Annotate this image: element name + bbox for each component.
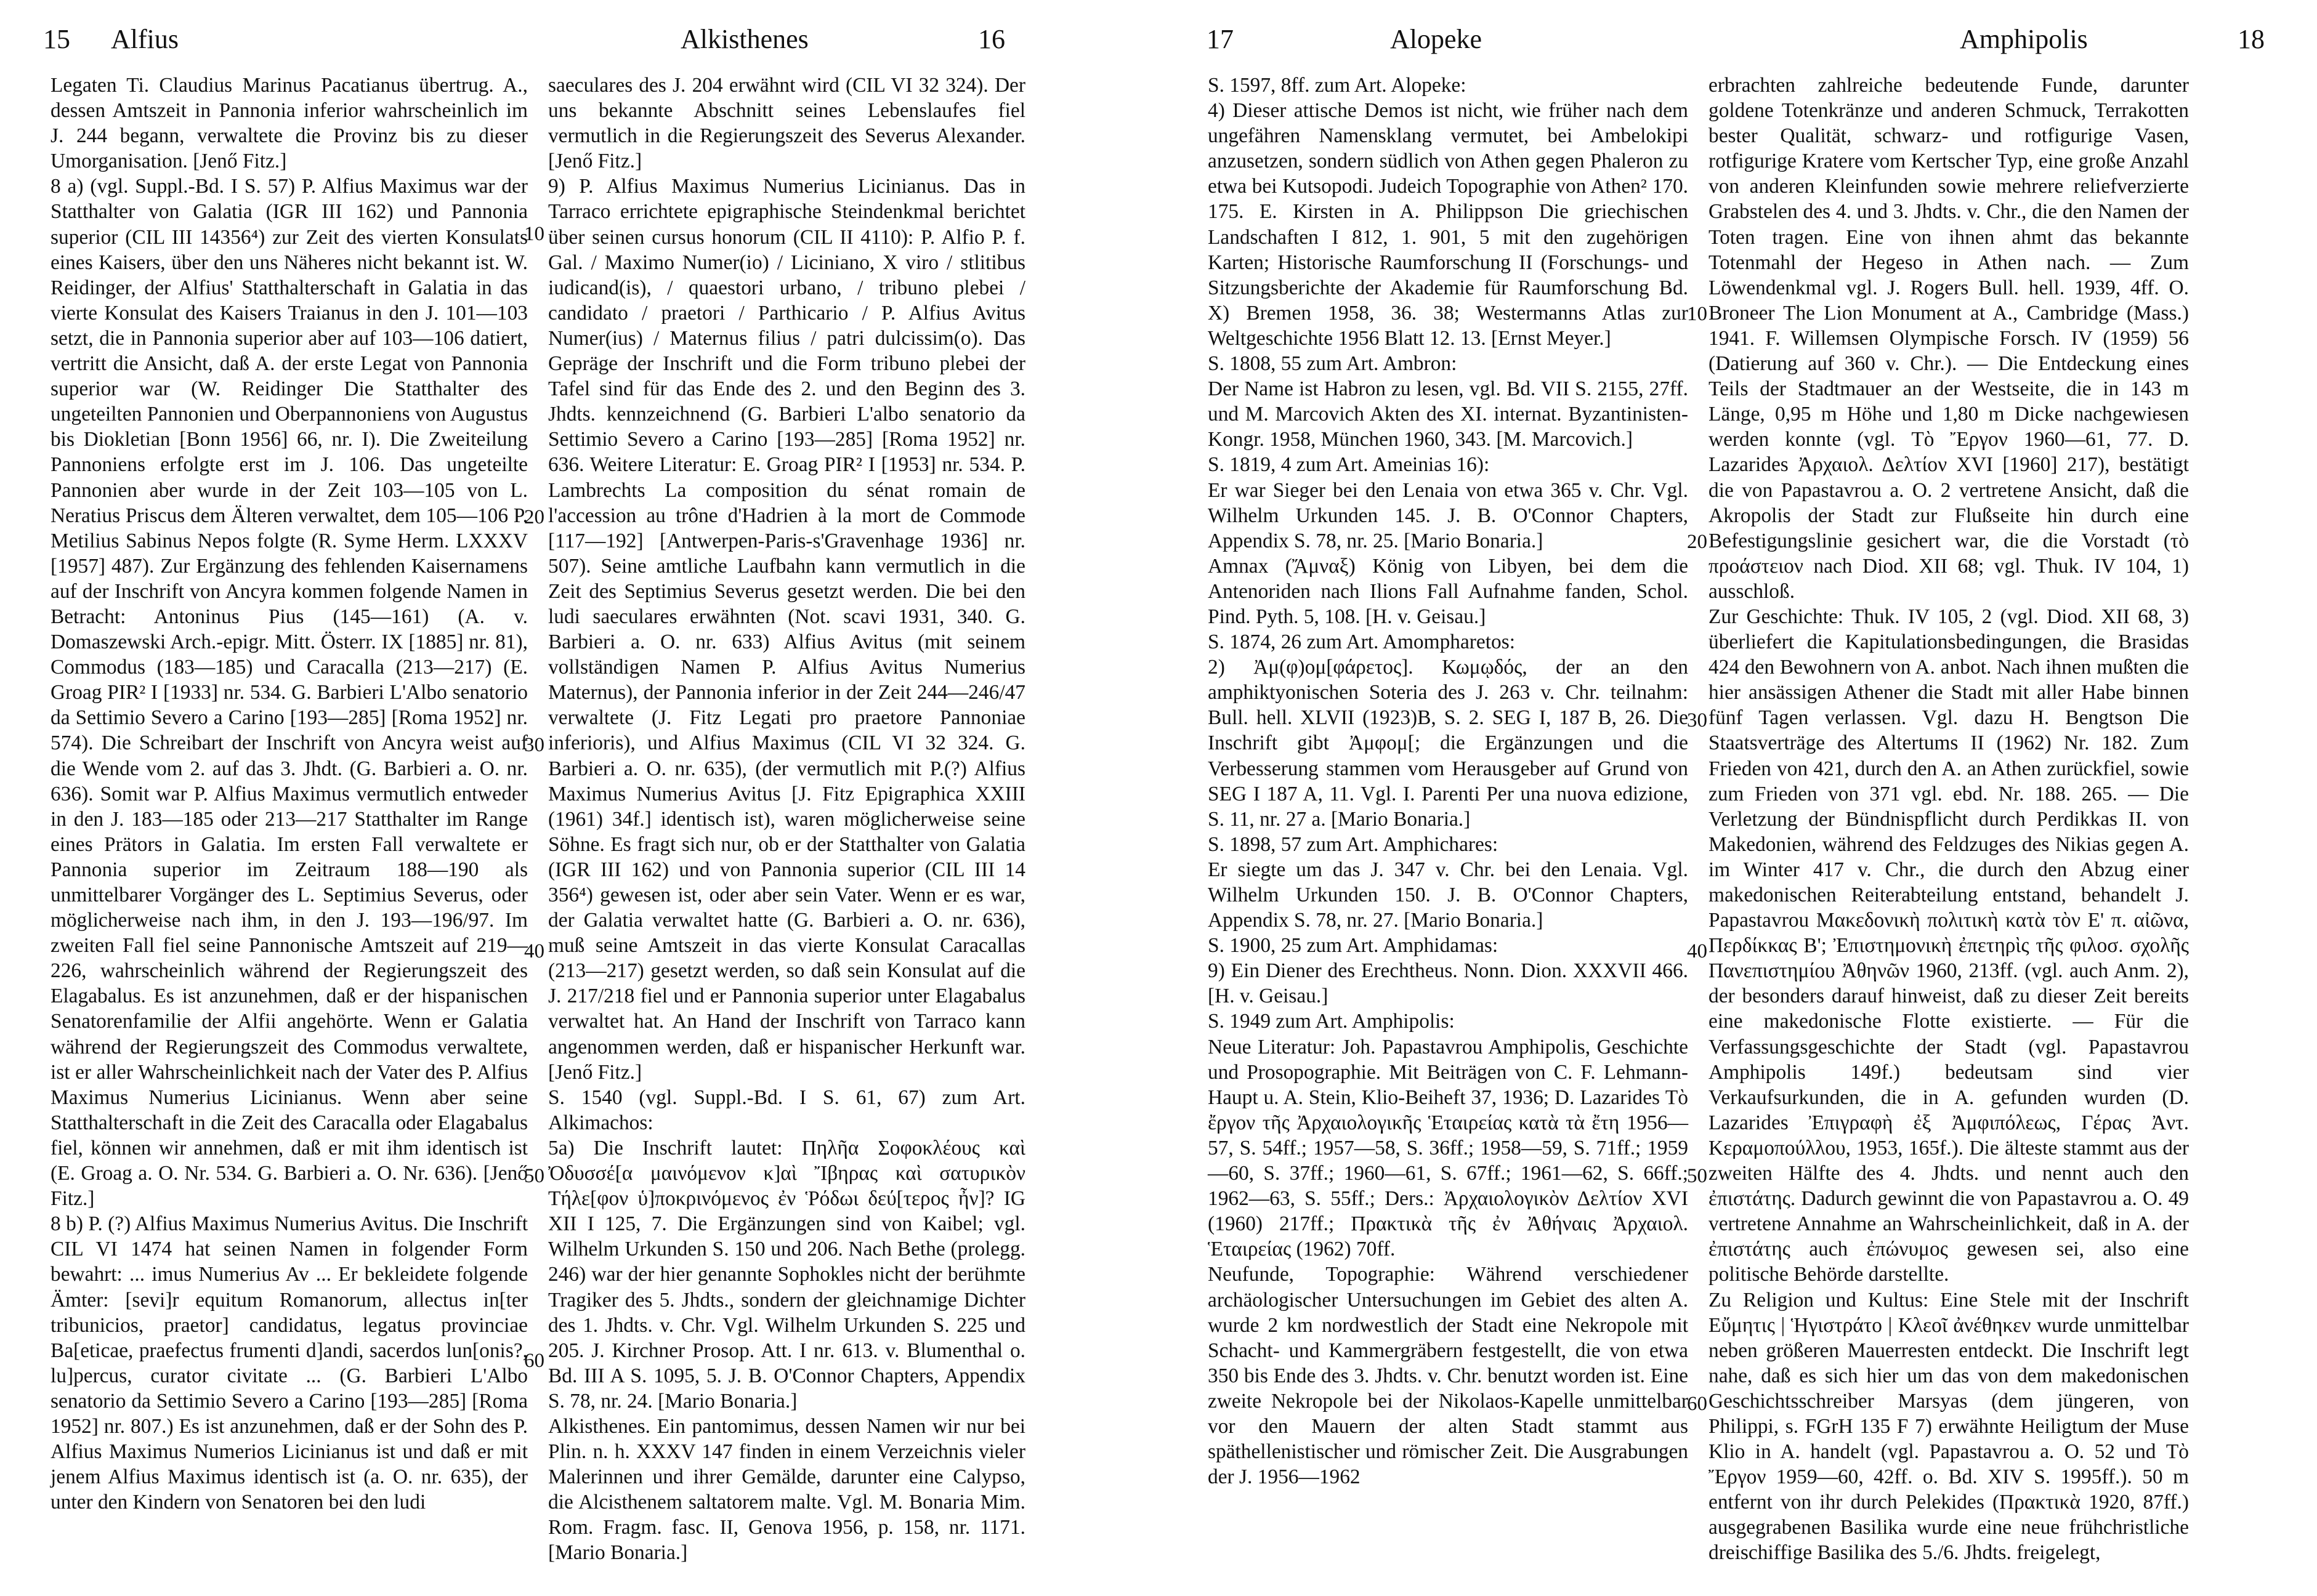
page-number: 17	[1207, 24, 1234, 54]
paragraph: Legaten Ti. Claudius Marinus Pacatianus übertrug. A., dessen Amtszeit in Pannonia inferior wahrscheinlich im J. 244 begann, verwaltete die Provinz bis zu dieser Umorganisation. [Jenő Fitz.]	[51, 74, 528, 173]
section-head: S. 1540 (vgl. Suppl.-Bd. I S. 61, 67) zum Art. Alkimachos:	[548, 1086, 1025, 1134]
paragraph: 2) Ἀμ(φ)ομ[φάρετος]. Κωμῳδός, der an den amphiktyonischen Soteria des J. 263 v. Chr. teilnahm: Bull. hell. XLVII (1923)B, S. 2. SEG I, 187 B, 26. Die Inschrift gibt Ἀμφομ[; die Ergänzungen und die Verbesserung stammen vom Herausgeber auf Grund von SEG I 187 A, 11. Vgl. I. Parenti Per una nuova edizione, S. 11, nr. 27 a. [Mario Bonaria.]	[1208, 656, 1688, 831]
line-number: 10	[1687, 303, 1707, 325]
paragraph: Zu Religion und Kultus: Eine Stele mit der Inschrift Εὔμητις | Ἡγιστράτο | Κλεοῖ ἀνέθηκεν wurde unmittelbar neben größeren Mauerresten entdeckt. Die Inschrift legt nahe, daß es sich hier um das von dem makedonischen Geschichtsschreiber Marsyas (dem jüngeren, von Philippi, s. FGrH 135 F 7) erwähnte Heiligtum der Muse Klio in A. handelt (vgl. Papastavrou a. O. 52 und Τὸ Ἔργον 1959—60, 42ff. o. Bd. XIV S. 1995ff.). 50 m entfernt von ihr durch Pelekides (Πρακτικὰ 1920, 87ff.) ausgegrabenen Basilika wurde eine neue frühchristliche dreischiffige Basilika des 5./6. Jhdts. freigelegt,	[1708, 1288, 2189, 1565]
paragraph: 8 b) P. (?) Alfius Maximus Numerius Avitus. Die Inschrift CIL VI 1474 hat seinen Namen in folgender Form bewahrt: ... imus Numerius Av ... Er bekleidete folgende Ämter: [sevi]r equitum Romanorum, allectus in[ter tribunicios, praetor] candidatus, legatus provinciae Ba[eticae, praefectus frumenti d]andi, sacerdos lun[onis?, lu]percus, curator civitate ... (G. Barbieri L'Albo senatorio da Settimio Severo a Carino [193—285] [Roma 1952] nr. 807.) Es ist anzunehmen, daß er der Sohn des P. Alfius Maximus Numerios Licinianus ist und daß er mit jenem Alfius Maximus identisch ist (a. O. nr. 635), der unter den Kindern von Senatoren bei den ludi	[51, 1212, 528, 1514]
line-number: 50	[1687, 1165, 1707, 1187]
page-number: 15	[43, 24, 70, 54]
section-head: S. 1597, 8ff. zum Art. Alopeke:	[1208, 74, 1466, 97]
paragraph: Er war Sieger bei den Lenaia von etwa 365 v. Chr. Vgl. Wilhelm Urkunden 145. J. B. O'Connor Chapters, Appendix S. 78, nr. 25. [Mario Bonaria.]	[1208, 478, 1688, 552]
line-number: 40	[1687, 940, 1707, 962]
line-number: 10	[524, 223, 544, 245]
running-head: Amphipolis	[1960, 24, 2088, 54]
text-column	[1708, 73, 2189, 1566]
line-number: 60	[524, 1350, 544, 1372]
text-column	[51, 73, 528, 1515]
running-head: Alopeke	[1390, 24, 1482, 54]
section-head: S. 1900, 25 zum Art. Amphidamas:	[1208, 934, 1498, 957]
running-head: Alfius	[111, 24, 179, 54]
line-number: 20	[524, 506, 544, 528]
running-head: Alkisthenes	[681, 24, 809, 54]
paragraph: 5a) Die Inschrift lautet: Πηλῆα Σοφοκλέους καὶ Ὀδυσσέ[α μαινόμενον κ]αὶ Ἴβηρας καὶ σατυρικὸν Τήλε[φον ὑ]ποκρινόμενος ἐν Ῥόδωι δεύ[τερος ἦν]? IG XII I 125, 7. Die Ergänzungen sind von Kaibel; vgl. Wilhelm Urkunden S. 150 und 206. Nach Bethe (prolegg. 246) war der hier genannte Sophokles nicht der berühmte Tragiker des 5. Jhdts., sondern der gleichnamige Dichter des 1. Jhdts. v. Chr. Vgl. Wilhelm Urkunden S. 225 und 205. J. Kirchner Prosop. Att. I nr. 613. v. Blumenthal o. Bd. III A S. 1095, 5. J. B. O'Connor Chapters, Appendix S. 78, nr. 24. [Mario Bonaria.]	[548, 1136, 1025, 1413]
line-number: 30	[1687, 709, 1707, 732]
line-number: 60	[1687, 1393, 1707, 1415]
line-number: 40	[524, 940, 544, 962]
paragraph: Der Name ist Habron zu lesen, vgl. Bd. VII S. 2155, 27ff. und M. Marcovich Akten des XI. internat. Byzantinisten-Kongr. 1958, München 1960, 343. [M. Marcovich.]	[1208, 377, 1688, 451]
right-page	[1158, 0, 2317, 1596]
section-head: S. 1819, 4 zum Art. Ameinias 16):	[1208, 453, 1490, 477]
section-head: S. 1949 zum Art. Amphipolis:	[1208, 1010, 1455, 1033]
line-number: 30	[524, 734, 544, 756]
text-column	[1208, 73, 1688, 1489]
paragraph: Zur Geschichte: Thuk. IV 105, 2 (vgl. Diod. XII 68, 3) überliefert die Kapitulationsbedingungen, die Brasidas 424 den Bewohnern von A. anbot. Nach ihnen mußten die hier ansässigen Athener die Stadt mit aller Habe binnen fünf Tagen verlassen. Vgl. dazu H. Bengtson Die Staatsverträge des Altertums II (1962) Nr. 182. Zum Frieden von 421, durch den A. an Athen zurückfiel, sowie zum Frieden von 371 vgl. ebd. Nr. 188. 265. — Die Verletzung der Bündnispflicht durch Perdikkas II. von Makedonien, während des Feldzuges des Nikias gegen A. im Winter 417 v. Chr., die durch den Abzug einer makedonischen Reiterabteilung entstand, behandelt J. Papastavrou Μακεδονικὴ πολιτικὴ κατὰ τὸν Ε' π. αἰῶνα, Περδίκκας Β'; Ἐπιστημονικὴ ἐπετηρὶς τῆς φιλοσ. σχολῆς Πανεπιστημίου Ἀθηνῶν 1960, 213ff. (vgl. auch Anm. 2), der besonders darauf hinweist, daß zu dieser Zeit bereits eine makedonische Flotte existierte. — Für die Verfassungsgeschichte der Stadt (vgl. Papastavrou Amphipolis 149f.) bedeutsam sind vier Verkaufsurkunden, die in A. gefunden wurden (D. Lazarides Ἐπιγραφὴ ἐξ Ἀμφιπόλεως, Γέρας Ἀντ. Κεραμοπούλλου, 1953, 165f.). Die älteste stammt aus der zweiten Hälfte des 4. Jhdts. und nennt auch den ἐπιστάτης. Dadurch gewinnt die von Papastavrou a. O. 49 vertretene Annahme an Wahrscheinlichkeit, daß in A. der ἐπιστάτης auch ἐπώνυμος gewesen sei, also eine politische Behörde darstellte.	[1708, 605, 2189, 1286]
left-page	[0, 0, 1158, 1596]
paragraph: 9) P. Alfius Maximus Numerius Licinianus. Das in Tarraco errichtete epigraphische Steindenkmal berichtet über seinen cursus honorum (CIL II 4110): P. Alfio P. f. Gal. / Maximo Numer(io) / Liciniano, X viro / stlitibus iudicand(is), / quaestori urbano, / tribuno plebei / candidato / praetori / Parthicario / P. Alfius Avitus Numer(ius) / Maternus filius / patri dulcissim(o). Das Gepräge der Inschrift und die Form tribuno plebei der Tafel sind für das Ende des 2. und den Beginn des 3. Jhdts. kennzeichnend (G. Barbieri L'albo senatorio da Settimio Severo a Carino [193—285] [Roma 1952] nr. 636. Weitere Literatur: E. Groag PIR² I [1953] nr. 534. P. Lambrechts La composition du sénat romain de l'accession au trône d'Hadrien à la mort de Commode [117—192] [Antwerpen-Paris-s'Gravenhage 1936] nr. 507). Seine amtliche Laufbahn kann vermutlich in die Zeit des Septimius Severus gesetzt werden. Die bei den ludi saeculares erwähnten (Not. scavi 1931, 340. G. Barbieri a. O. nr. 633) Alfius Avitus (mit seinem vollständigen Namen P. Alfius Avitus Numerius Maternus), der Pannonia inferior in der Zeit 244—246/47 verwaltete (J. Fitz Legati pro praetore Pannoniae inferioris), und Alfius Maximus (CIL VI 32 324. G. Barbieri a. O. nr. 635), (der vermutlich mit P.(?) Alfius Maximus Numerius Avitus [J. Fitz Epigraphica XXIII (1961) 34f.] identisch ist), waren möglicherweise seine Söhne. Es fragt sich nur, ob er der Statthalter von Galatia (IGR III 162) und von Pannonia superior (CIL III 14 356⁴) gewesen ist, oder aber sein Vater. Wenn er es war, der Galatia verwaltet hatte (G. Barbieri a. O. nr. 636), muß seine Amtszeit in das vierte Konsulat Caracallas (213—217) gesetzt werden, so daß sein Konsulat auf die J. 217/218 fiel und er Pannonia superior unter Elagabalus verwaltet hat. An Hand der Inschrift von Tarraco kann angenommen werden, daß er hispanischer Herkunft war. [Jenő Fitz.]	[548, 175, 1025, 1084]
text-column	[548, 73, 1025, 1566]
page-number: 16	[978, 24, 1005, 54]
paragraph: Neue Literatur: Joh. Papastavrou Amphipolis, Geschichte und Prosopographie. Mit Beiträgen von C. F. Lehmann-Haupt u. A. Stein, Klio-Beiheft 37, 1936; D. Lazarides Τὸ ἔργον τῆς Ἀρχαιολογικῆς Ἑταιρείας κατὰ τὰ ἔτη 1956—57, S. 54ff.; 1957—58, S. 36ff.; 1958—59, S. 71ff.; 1959—60, S. 37ff.; 1960—61, S. 67ff.; 1961—62, S. 66ff.; 1962—63, S. 55ff.; Ders.: Ἀρχαιολογικὸν Δελτίον XVI (1960) 217ff.; Πρακτικὰ τῆς ἐν Ἀθήναις Ἀρχαιολ. Ἑταιρείας (1962) 70ff.	[1208, 1035, 1688, 1261]
paragraph: Alkisthenes. Ein pantomimus, dessen Namen wir nur bei Plin. n. h. XXXV 147 finden in einem Verzeichnis vieler Malerinnen und ihrer Gemälde, darunter eine Calypso, die Alcisthenem saltatorem malte. Vgl. M. Bonaria Mim. Rom. Fragm. fasc. II, Genova 1956, p. 158, nr. 1171. [Mario Bonaria.]	[548, 1414, 1025, 1565]
paragraph: Er siegte um das J. 347 v. Chr. bei den Lenaia. Vgl. Wilhelm Urkunden 150. J. B. O'Connor Chapters, Appendix S. 78, nr. 27. [Mario Bonaria.]	[1208, 858, 1688, 932]
line-number: 20	[1687, 531, 1707, 553]
section-head: S. 1898, 57 zum Art. Amphichares:	[1208, 832, 1498, 856]
paragraph: 4) Dieser attische Demos ist nicht, wie früher nach dem ungefähren Namensklang vermutet, bei Ambelokipi anzusetzen, sondern südlich von Athen gegen Phaleron zu etwa bei Kutsopodi. Judeich Topographie von Athen² 170. 175. E. Kirsten in A. Philippson Die griechischen Landschaften I 812, 1. 901, 5 mit den zugehörigen Karten; Historische Raumforschung II (Forschungs- und Sitzungsberichte der Akademie für Raumforschung Bd. X) Bremen 1958, 36. 38; Westermanns Atlas zur Weltgeschichte 1956 Blatt 12. 13. [Ernst Meyer.]	[1208, 99, 1688, 350]
section-head: S. 1808, 55 zum Art. Ambron:	[1208, 352, 1457, 376]
paragraph: 8 a) (vgl. Suppl.-Bd. I S. 57) P. Alfius Maximus war der Statthalter von Galatia (IGR III 162) und Pannonia superior (CIL III 14356⁴) zur Zeit des vierten Konsulats eines Kaisers, über den uns Näheres nicht bekannt ist. W. Reidinger, der Alfius' Statthalterschaft in Galatia in das vierte Konsulat des Kaisers Traianus in den J. 101—103 setzt, die in Pannonia superior aber auf 103—106 datiert, vertritt die Ansicht, daß A. der erste Legat von Pannonia superior war (W. Reidinger Die Statthalter des ungeteilten Pannonien und Oberpannoniens von Augustus bis Diokletian [Bonn 1956] 66, nr. I). Die Zweiteilung Pannoniens erfolgte erst im J. 106. Das ungeteilte Pannonien aber wurde in der Zeit 103—105 von L. Neratius Priscus dem Älteren verwaltet, dem 105—106 P. Metilius Sabinus Nepos folgte (R. Syme Herm. LXXXV [1957] 487). Zur Ergänzung des fehlenden Kaisernamens auf der Inschrift von Ancyra kommen folgende Namen in Betracht: Antoninus Pius (145—161) (A. v. Domaszewski Arch.-epigr. Mitt. Österr. IX [1885] nr. 81), Commodus (183—185) und Caracalla (213—217) (E. Groag PIR² I [1933] nr. 534. G. Barbieri L'Albo senatorio da Settimio Severo a Carino [193—285] [Roma 1952] nr. 574). Die Schreibart der Inschrift von Ancyra weist auf die Wende vom 2. auf das 3. Jhdt. (G. Barbieri a. O. nr. 636). Somit war P. Alfius Maximus vermutlich entweder in den J. 183—185 oder 213—217 Statthalter im Range eines Prätors in Galatia. Im ersten Fall verwaltete er Pannonia superior im Zeitraum 188—190 als unmittelbarer Vorgänger des L. Septimius Severus, oder möglicherweise nach ihm, in den J. 193—196/97. Im zweiten Fall fiel seine Pannonische Amtszeit auf 219—226, wahrscheinlich während der Regierungszeit des Elagabalus. Es ist anzunehmen, daß er der hispanischen Senatorenfamilie der Alfii angehörte. Wenn er Galatia während der Regierungszeit des Commodus verwaltete, ist er aller Wahrscheinlichkeit nach der Vater des P. Alfius Maximus Numerius Licinianus. Wenn aber seine Statthalterschaft in die Zeit des Caracalla oder Elagabalus fiel, können wir annehmen, daß er mit ihm identisch ist (E. Groag a. O. Nr. 534. G. Barbieri a. O. Nr. 636). [Jenő Fitz.]	[51, 175, 528, 1211]
paragraph: 9) Ein Diener des Erechtheus. Nonn. Dion. XXXVII 466. [H. v. Geisau.]	[1208, 959, 1688, 1008]
paragraph: Amnax (Ἄμναξ) König von Libyen, bei dem die Antenoriden nach Ilions Fall Aufnahme fanden, Schol. Pind. Pyth. 5, 108. [H. v. Geisau.]	[1208, 554, 1688, 628]
paragraph: saeculares des J. 204 erwähnt wird (CIL VI 32 324). Der uns bekannte Abschnitt seines Lebenslaufes fiel vermutlich in die Regierungszeit des Severus Alexander. [Jenő Fitz.]	[548, 74, 1025, 173]
line-number: 50	[524, 1165, 544, 1187]
paragraph: Neufunde, Topographie: Während verschiedener archäologischer Untersuchungen im Gebiet des alten A. wurde 2 km nordwestlich der Stadt eine Nekropole mit Schacht- und Kammergräbern festgestellt, die von etwa 350 bis Ende des 3. Jhdts. v. Chr. benutzt worden ist. Eine zweite Nekropole bei der Nikolaos-Kapelle unmittelbar vor den Mauern der alten Stadt stammt aus späthellenistischer und römischer Zeit. Die Ausgrabungen der J. 1956—1962	[1208, 1263, 1688, 1489]
section-head: S. 1874, 26 zum Art. Amompharetos:	[1208, 631, 1515, 654]
paragraph: erbrachten zahlreiche bedeutende Funde, darunter goldene Totenkränze und anderen Schmuck, Terrakotten bester Qualität, schwarz- und rotfigurige Vasen, rotfigurige Kratere vom Kertscher Typ, eine große Anzahl von anderen Kleinfunden sowie mehrere reliefverzierte Grabstelen des 4. und 3. Jhdts. v. Chr., die den Namen der Toten tragen. Eine von ihnen ahmt das bekannte Totenmahl der Hegeso in Athen nach. — Zum Löwendenkmal vgl. J. Rogers Bull. hell. 1939, 4ff. O. Broneer The Lion Monument at A., Cambridge (Mass.) 1941. F. Willemsen Olympische Forsch. IV (1959) 56 (Datierung auf 360 v. Chr.). — Die Entdeckung eines Teils der Stadtmauer an der Westseite, die in 143 m Länge, 0,95 m Höhe und 1,80 m Dicke nachgewiesen werden konnte (vgl. Τὸ Ἔργον 1960—61, 77. D. Lazarides Ἀρχαιολ. Δελτίον XVI [1960] 217), bestätigt die von Papastavrou a. O. 2 vertretene Ansicht, daß die Akropolis der Stadt zur Flußseite hin durch eine Befestigungslinie gesichert war, die die Vorstadt (τὸ προάστειον nach Diod. XII 68; vgl. Thuk. IV 104, 1) ausschloß.	[1708, 74, 2189, 603]
page-number: 18	[2238, 24, 2265, 54]
